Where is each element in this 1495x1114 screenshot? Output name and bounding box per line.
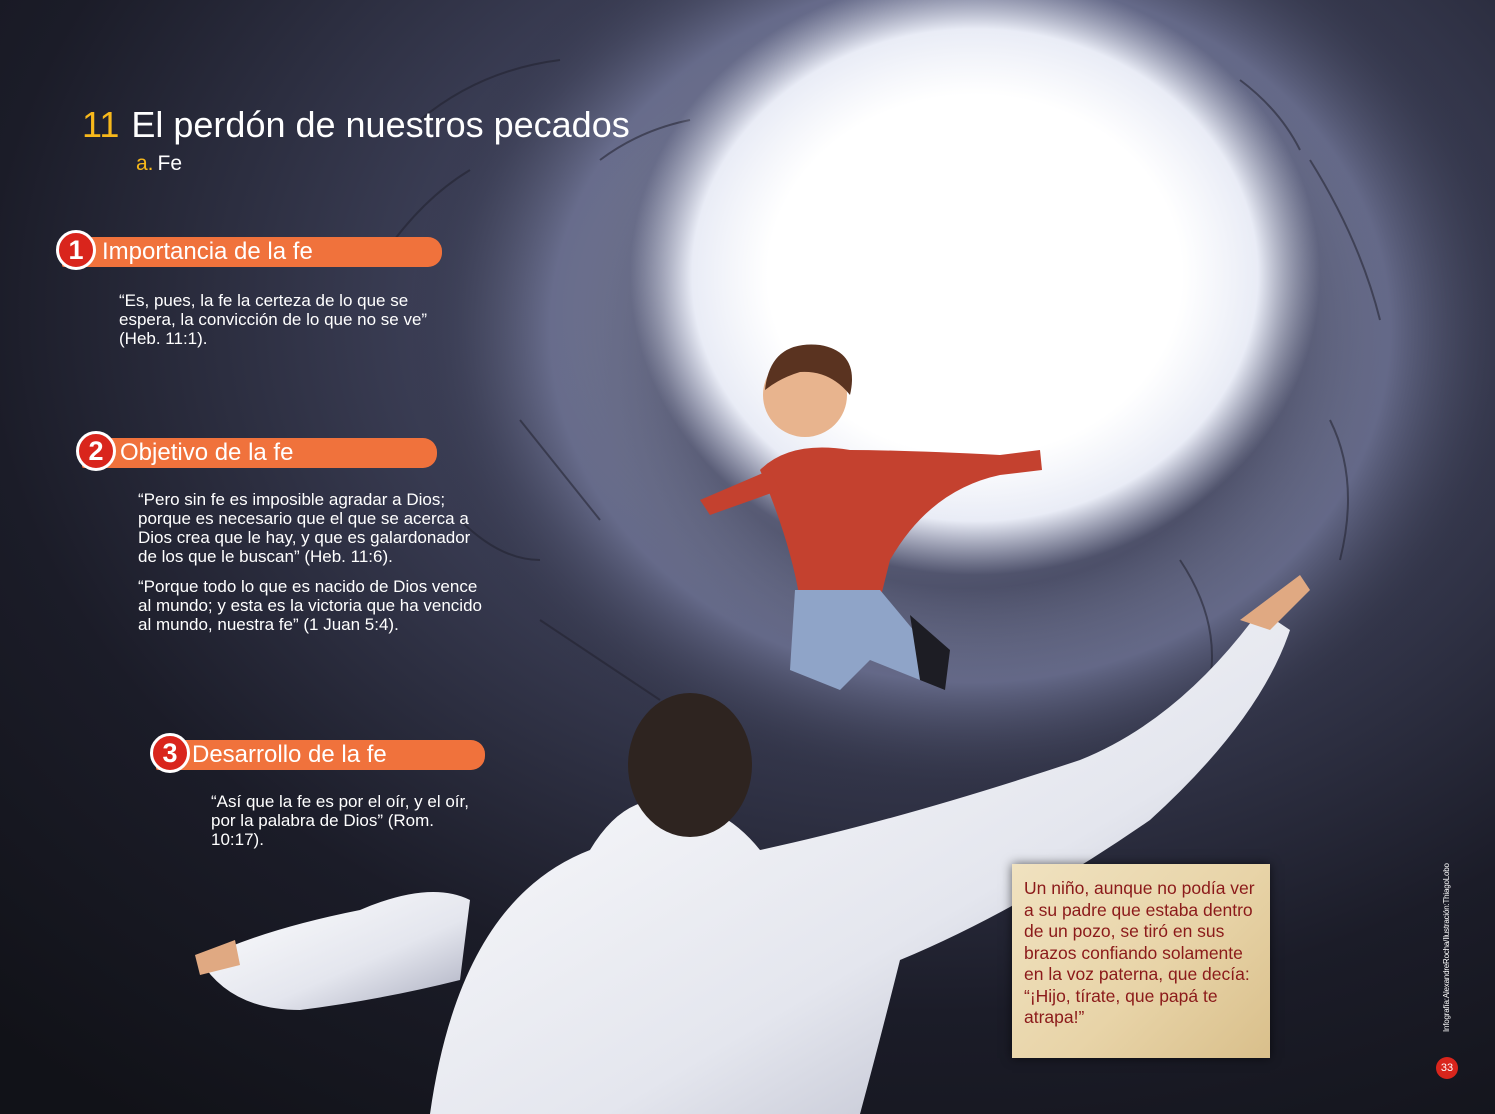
- section-1-title: Importancia de la fe: [102, 238, 313, 265]
- page-subtitle: [136, 152, 182, 176]
- section-1-header: [62, 237, 442, 267]
- illustration-credit: Infografía:AlexandreRocha/Ilustración:ThiagoLobo: [1442, 863, 1451, 1032]
- section-3-header: [156, 740, 485, 770]
- section-2-body: [138, 490, 490, 645]
- section-3-title: Desarrollo de la fe: [192, 741, 387, 768]
- section-3-number-badge: 3: [150, 733, 190, 773]
- chapter-number: 11: [82, 104, 120, 145]
- section-2-quote-2: “Porque todo lo que es nacido de Dios vence al mundo; y esta es la victoria que ha vencido al mundo, nuestra fe” (1 Juan 5:4).: [138, 577, 482, 634]
- section-2-number-badge: 2: [76, 431, 116, 471]
- section-1-quote: “Es, pues, la fe la certeza de lo que se espera, la convicción de lo que no se ve” (Heb. 11:1).: [119, 291, 428, 348]
- page-title: [82, 104, 630, 146]
- section-2-title: Objetivo de la fe: [120, 439, 294, 466]
- chapter-title: El perdón de nuestros pecados: [131, 104, 630, 145]
- section-1-body: [119, 291, 439, 359]
- page-number: 33: [1436, 1057, 1458, 1079]
- section-2-quote-1: “Pero sin fe es imposible agradar a Dios; porque es necesario que el que se acerca a Dios crea que le hay, y que es galardonador de los que le buscan” (Heb. 11:6).: [138, 490, 471, 566]
- section-2-header: [82, 438, 437, 468]
- subtitle-text: Fe: [157, 152, 183, 175]
- section-3-quote: “Así que la fe es por el oír, y el oír, por la palabra de Dios” (Rom. 10:17).: [211, 792, 469, 849]
- subtitle-letter: a.: [136, 152, 154, 175]
- section-3-body: [211, 792, 473, 860]
- section-1-number-badge: 1: [56, 230, 96, 270]
- story-note: Un niño, aunque no podía ver a su padre que estaba dentro de un pozo, se tiró en sus brazos confiando solamente en la voz paterna, que decía: “¡Hijo, tírate, que papá te atrapa!”: [1012, 864, 1270, 1058]
